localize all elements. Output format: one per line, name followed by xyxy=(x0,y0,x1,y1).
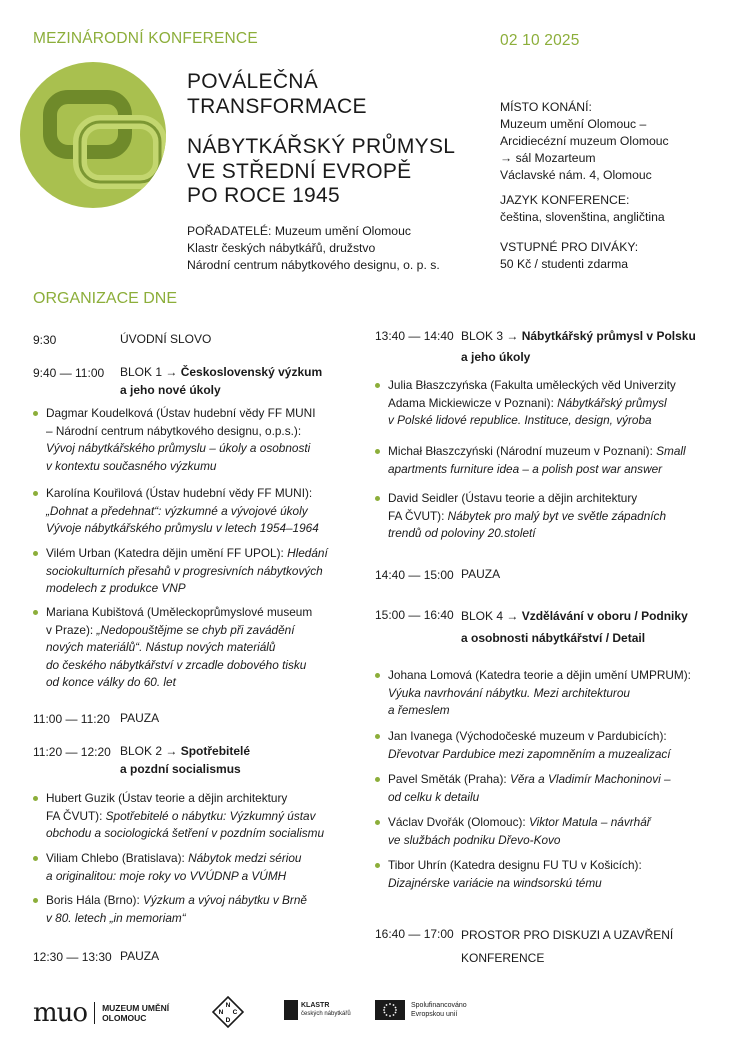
venue-line: Václavské nám. 4, Olomouc xyxy=(500,168,652,182)
bullet-icon xyxy=(375,383,380,388)
title-line: POVÁLEČNÁ xyxy=(187,70,319,93)
klastr-text: KLASTR českých nábytkářů xyxy=(301,1002,351,1017)
closing-session: PROSTOR PRO DISKUZI A UZAVŘENÍ KONFERENCE xyxy=(461,928,674,965)
organizer-line: Národní centrum nábytkového designu, o. p. s. xyxy=(187,258,440,272)
bullet-icon xyxy=(375,449,380,454)
organizers xyxy=(187,223,440,274)
subtitle-block xyxy=(187,135,455,209)
language-value: čeština, slovenština, angličtina xyxy=(500,210,665,224)
venue-line: Arcidiecézní muzeum Olomouc xyxy=(500,134,669,148)
bullet-icon xyxy=(33,491,38,496)
admission-value: 50 Kč / studenti zdarma xyxy=(500,257,629,271)
bullet-icon xyxy=(375,777,380,782)
talk-item: Hubert Guzik (Ústav teorie a dějin architektury FA ČVUT): Spotřebitelé o nábytku: Výzkumný ústav obchodu a sociologická šetření v pozdním socialismu xyxy=(33,790,324,843)
pause-label: PAUZA xyxy=(461,567,501,581)
ncnd-letter: N xyxy=(218,1009,224,1016)
subtitle-line: PO ROCE 1945 xyxy=(187,184,340,207)
bullet-icon xyxy=(33,610,38,615)
ncnd-logo xyxy=(212,996,244,1033)
event-type: MEZINÁRODNÍ KONFERENCE xyxy=(33,30,258,47)
admission xyxy=(500,239,638,273)
ncnd-letter: D xyxy=(225,1017,231,1024)
time-slot: 12:30 — 13:30 xyxy=(33,950,112,964)
bullet-icon xyxy=(33,856,38,861)
venue-line: Muzeum umění Olomouc – xyxy=(500,117,647,131)
eu-logo xyxy=(375,1000,467,1020)
chair-illustration xyxy=(20,62,166,208)
bullet-icon xyxy=(375,673,380,678)
block-3-title: BLOK 3 → Nábytkářský průmysl v Polsku a jeho úkoly xyxy=(461,329,696,364)
talk-item: Mariana Kubištová (Uměleckoprůmyslové museum v Praze): „Nedopouštějme se chyb při zavádění nových materiálů“. Nástup nových materiálů do českého nábytkářství v zrcadle dobového tisku od konce války do 60. let xyxy=(33,604,312,692)
venue-line: → sál Mozarteum xyxy=(500,151,596,165)
talk-item: Vilém Urban (Katedra dějin umění FF UPOL): Hledání sociokulturních přesahů v progresivních nábytkových modelech z produkce VNP xyxy=(33,545,328,598)
session-title: ÚVODNÍ SLOVO xyxy=(120,332,212,346)
title-block xyxy=(187,70,367,119)
klastr-mark-icon xyxy=(284,1000,298,1020)
language xyxy=(500,192,665,226)
talk-item: Dagmar Koudelková (Ústav hudební vědy FF MUNI – Národní centrum nábytkového designu, o.p.s.): Vývoj nábytkářského průmyslu – úkoly a osobnosti v kontextu současného výzkumu xyxy=(33,405,315,475)
eu-stars-icon xyxy=(375,1000,405,1020)
time-slot: 11:20 — 12:20 xyxy=(33,745,111,759)
time-slot: 9:30 xyxy=(33,333,57,347)
block-2-title: BLOK 2 → Spotřebitelé a pozdní socialismus xyxy=(120,744,251,776)
talk-item: Johana Lomová (Katedra teorie a dějin umění UMPRUM): Výuka navrhování nábytku. Mezi architekturou a řemeslem xyxy=(375,667,691,720)
talk-item: Karolína Kouřilová (Ústav hudební vědy FF MUNI): „Dohnat a předehnat“: výzkumné a vývojové úkoly Vývoje nábytkářského průmyslu v letech 1954–1964 xyxy=(33,485,319,538)
eu-text: Spolufinancováno Evropskou unií xyxy=(411,1002,467,1018)
ncnd-letter: N xyxy=(225,1002,231,1009)
pause-label: PAUZA xyxy=(120,711,160,725)
time-slot: 15:00 — 16:40 xyxy=(375,608,454,622)
eu-flag-icon xyxy=(375,1000,405,1020)
title-line: TRANSFORMACE xyxy=(187,94,367,118)
time-slot: 13:40 — 14:40 xyxy=(375,329,454,343)
bullet-icon xyxy=(375,734,380,739)
chair-image xyxy=(20,62,166,208)
admission-label: VSTUPNÉ PRO DIVÁKY: xyxy=(500,240,639,254)
ncnd-diamond-icon xyxy=(212,996,244,1028)
block-1-title: BLOK 1 → Československý výzkum a jeho nové úkoly xyxy=(120,365,323,397)
bullet-icon xyxy=(33,796,38,801)
organizer-line: Klastr českých nábytkářů, družstvo xyxy=(187,241,376,255)
ncnd-letter: C xyxy=(232,1009,238,1016)
talk-item: Julia Błaszczyńska (Fakulta uměleckých věd Univerzity Adama Mickiewicze v Poznani): Nábytkářský průmysl v Polské lidové republice. Instituce, design, výroba xyxy=(375,377,676,430)
venue xyxy=(500,99,669,184)
subtitle-line: VE STŘEDNÍ EVROPĚ xyxy=(187,159,412,183)
logo-divider xyxy=(94,1002,95,1024)
talk-item: Pavel Směták (Praha): Věra a Vladimír Machoninovi – od celku k detailu xyxy=(375,771,671,806)
talk-item: Václav Dvořák (Olomouc): Viktor Matula – návrhář ve službách podniku Dřevo-Kovo xyxy=(375,814,651,849)
bullet-icon xyxy=(375,863,380,868)
muo-text: MUZEUM UMĚNÍ OLOMOUC xyxy=(102,1003,170,1023)
bullet-icon xyxy=(375,496,380,501)
time-slot: 9:40 — 11:00 xyxy=(33,366,105,380)
block-4-title: BLOK 4 → Vzdělávání v oboru / Podniky a osobnosti nábytkářství / Detail xyxy=(461,609,688,645)
talk-item: Boris Hála (Brno): Výzkum a vývoj nábytku v Brně v 80. letech „in memoriam“ xyxy=(33,892,307,927)
bullet-icon xyxy=(33,898,38,903)
time-slot: 16:40 — 17:00 xyxy=(375,927,454,941)
talk-item: Viliam Chlebo (Bratislava): Nábytok medzi sériou a originalitou: moje roky vo VVÚDNP a VÚMH xyxy=(33,850,302,885)
schedule-heading: ORGANIZACE DNE xyxy=(33,290,178,307)
subtitle-line: NÁBYTKÁŘSKÝ PRŮMYSL xyxy=(187,135,456,158)
bullet-icon xyxy=(33,551,38,556)
event-date: 02 10 2025 xyxy=(500,32,580,49)
pause-label: PAUZA xyxy=(120,949,160,963)
talk-item: Tibor Uhrín (Katedra designu FU TU v Košicích): Dizajnérske variácie na windsorskú tému xyxy=(375,857,642,892)
talk-item: Jan Ivanega (Východočeské muzeum v Pardubicích): Dřevotvar Pardubice mezi zapomněním a muzealizací xyxy=(375,728,671,763)
bullet-icon xyxy=(375,820,380,825)
venue-label: MÍSTO KONÁNÍ: xyxy=(500,100,592,114)
organizer-line: POŘADATELÉ: Muzeum umění Olomouc xyxy=(187,224,411,238)
talk-item: Michał Błaszczyński (Národní muzeum v Poznani): Small apartments furniture idea – a polish post war answer xyxy=(375,443,686,478)
muo-logo xyxy=(33,1000,169,1026)
time-slot: 11:00 — 11:20 xyxy=(33,712,110,726)
bullet-icon xyxy=(33,411,38,416)
time-slot: 14:40 — 15:00 xyxy=(375,568,454,582)
muo-mark: muo xyxy=(33,998,88,1028)
language-label: JAZYK KONFERENCE: xyxy=(500,193,630,207)
talk-item: David Seidler (Ústavu teorie a dějin architektury FA ČVUT): Nábytek pro malý byt ve světle západních trendů od poloviny 20.století xyxy=(375,490,666,543)
klastr-logo xyxy=(284,1000,351,1020)
